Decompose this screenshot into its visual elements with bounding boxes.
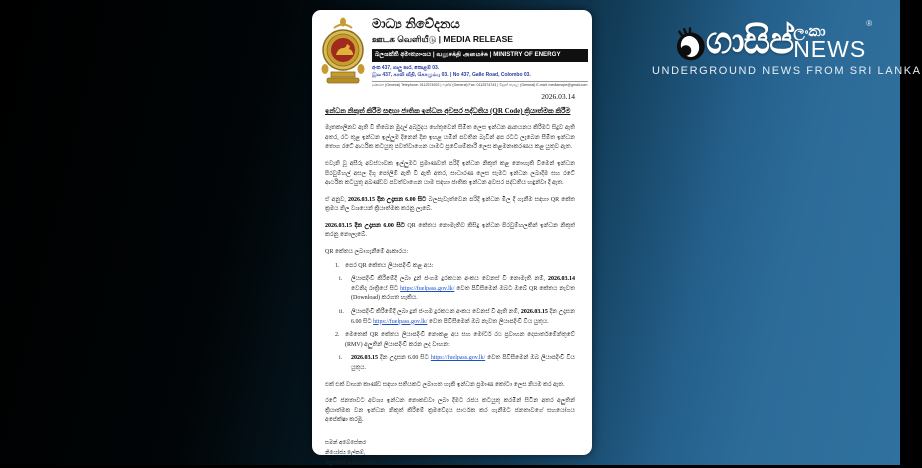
item1-ii-mid: දින උදෑසන 6.00 සිට: [351, 309, 575, 325]
brand-tagline: UNDERGROUND NEWS FROM SRI LANKA: [652, 65, 922, 77]
brand-name-sinhala: ගාසිප්: [705, 20, 794, 61]
paragraph-4-post: QR කේතය නොමැතිව කිසිදු ඉන්ධන පිරවුම්හලකින් ඉන්ධන නිකුත් කරනු නොලැබේ.: [325, 222, 575, 239]
paragraph-5: එක් එක් වාහන කාණ්ඩ සඳහා සතියකට ලබාගත හැකි ඉන්ධන ප්‍රමාණ කෝටා ලෙස නියම කර ඇත.: [325, 381, 565, 388]
signatory-organization: බලශක්ති අමාත්‍යාංශය.: [325, 459, 378, 466]
logo-row: [652, 19, 892, 62]
item1-ii-date: 2026.03.15: [520, 309, 548, 316]
contact-line: දුරකථන (General) Telephone: 0112574922 | ෆැක්ස් (General) Fax: 0112574743 | විද්‍යුත් තැපෑල (General) E-mail: mediamope@gmail.com: [372, 82, 588, 87]
list-item-1-ii-number: ii.: [339, 309, 344, 316]
item2-i-mid: දින උදෑසන 6.00 සිට: [378, 355, 431, 362]
fuelpass-link-2[interactable]: https://fuelpass.gov.lk/: [373, 318, 428, 325]
signature-block: [325, 439, 575, 468]
list-item-1-i-number: i.: [339, 276, 343, 283]
header-subtitle-media-release: ஊடக வெளியீடு | MEDIA RELEASE: [372, 33, 513, 44]
release-date: 2026.03.14: [541, 91, 575, 101]
paragraph-6: රටේ ජනතාවට අවශ්‍ය ඉන්ධන නොකඩවා ලබා දීමට රජය කටයුතු කරමින් සිටින අතර අලුතින් ක්‍රියාත්මක වන ඉන්ධන නිකුත් කිරීමේ ක්‍රමවේදය සාර්ථක කර ගැනීමට ජනතාවගේ සහයෝගය අපේක්ෂා කරමු.: [325, 398, 575, 424]
item2-i-date: 2026.03.15: [351, 355, 378, 362]
item1-i-date: 2026.03.14: [548, 276, 575, 283]
list-item-2: [335, 331, 575, 350]
signatory-role: නියෝජ්‍ය ලේකම්,: [325, 449, 366, 456]
list-item-1-i-text: [351, 275, 575, 304]
list-item-2-i: [339, 354, 575, 373]
sri-lanka-emblem-icon: [320, 17, 366, 85]
eye-icon: [672, 26, 708, 62]
paragraph-3: [325, 196, 575, 215]
address-line-sinhala: අංක 437, ගාලු පාර, කොළඹ 03.: [372, 64, 440, 71]
brand-stack: [793, 24, 866, 61]
list-item-1-i: [339, 275, 575, 304]
document-body: [312, 92, 592, 468]
list-item-1-header: පෙර QR කේතය ලියාපදිංචි කළ අය:: [345, 262, 434, 269]
list-item-2-i-number: i.: [339, 355, 343, 362]
fuelpass-link-1[interactable]: https://fuelpass.gov.lk/: [400, 285, 455, 292]
brand-name-lanka: ලංකා: [793, 23, 826, 40]
list-item-2-header: මෙතෙක් QR කේතය ලියාපදිංචි නොකළ අය සහ මෝටර් රථ ප්‍රවාහන දෙපාර්තමේන්තුවේ (RMV) අලුතින් ලියාපදිංචි කරන ලද වාහන:: [345, 332, 575, 348]
paragraph-3-bold-date: 2026.03.15 දින උදෑසන 6.00 සිට: [348, 196, 427, 203]
signatory-name: සමන් අබේසේකර: [325, 439, 366, 446]
press-release-document: [312, 10, 592, 466]
brand-name-news: NEWS: [793, 36, 867, 62]
paragraph-3-post: බලපැවැත්වෙන පරිදි ඉන්ධන මිල දී ගැනීම සඳහා QR කේත ක්‍රමය නිල වශයෙන් ක්‍රියාත්මක කරනු ලැබේ.: [325, 196, 576, 213]
list-item-1: [335, 262, 575, 272]
item1-i-post: වෙත පිවිසීමෙන් ඔබට ඔබේ QR කේතය නැවත (Download) කරගත හැකිය.: [351, 285, 575, 302]
how-to-header: QR කේතය ලබාගැනීමේ ආකාරය:: [325, 249, 409, 256]
fuelpass-link-3[interactable]: https://fuelpass.gov.lk/: [430, 355, 486, 362]
item2-i-post: වෙත පිවිසීමෙන් ඔබ ලියාපදිංචි විය යුතුය.: [351, 355, 575, 371]
ministry-bar: බලශක්ති අමාත්‍යාංශය | வலுசக்தி அமைச்சு | MINISTRY OF ENERGY: [372, 49, 588, 62]
paragraph-4-bold-date: 2026.03.15 දින උදෑසන 6.00 සිට: [325, 222, 405, 229]
gossip-lanka-logo: [652, 19, 922, 77]
document-title: ඉන්ධන නිකුත් කිරීම සඳහා ජාතික ඉන්ධන අවසර පද්ධතිය (QR Code) ක්‍රියාත්මක කිරීම: [325, 106, 571, 115]
paragraph-1: මෑතකාලීනව ඇති වී තිබෙන මුදල් අර්බුදය හේතුවෙන් සීමිත ලෙස ඉන්ධන ආනයනය කිරීමට සිදුව ඇති අතර, රට තුළ ඉන්ධන ඉල්ලුම දිනෙන් දින ඉහළ යමින් පවතින බැවින් අප රටට ලැබෙන සීමිත ඉන්ධන තොග රටේ ආර්ථික කටයුතු පවත්වාගෙන යාමට ප්‍රවේශම්කාරී ලෙස කළමනාකරණය කළ යුතුව ඇත.: [325, 125, 575, 151]
item1-ii-pre: ලියාපදිංචි කිරීමේදී ලබා දුන් ජංගම දුරකථන අංකය වෙනස් වී ඇති නම්,: [351, 309, 521, 316]
address-line-tamil-english: இல 437, காலி வீதி, கொழும்பு 03. | No 437, Galle Road, Colombo 03.: [372, 72, 531, 79]
paragraph-4: [325, 222, 575, 241]
item1-i-pre: ලියාපදිංචි කිරීමේදී ලබා දුන් ජංගම දුරකථන අංකය වෙනස් වී නොමැති නම්,: [351, 276, 548, 283]
list-item-1-ii: [339, 308, 575, 327]
header-title-sinhala: මාධ්‍ය නිවේදනය: [372, 16, 460, 31]
list-item-1-ii-text: [351, 308, 575, 327]
item1-i-mid: වෙනිදා රාත්‍රියේ සිට: [351, 285, 401, 292]
registered-trademark-symbol: ®: [866, 19, 873, 28]
item1-ii-post: වෙත පිවිසීමෙන් ඔබ නැවත ලියාපදිංචි විය යුතුය.: [427, 318, 549, 325]
list-item-2-i-text: [351, 354, 575, 373]
list-item-2-number: 2.: [335, 332, 340, 339]
paragraph-2: එවැනි වූ අසීරු අවස්ථාවක ඉල්ලුමට ප්‍රමාණවත් පරිදි ඉන්ධන නිකුත් කළ නොහැකි වීමෙන් ඉන්ධන පිරවුම්හල් අසල දිගු පෝලිම් ඇති වී ඇති අතර, සාධාරණ ලෙස සැමට ඉන්ධන ලබාදීම සහ රටේ ආර්ථික කටයුතු අඛණ්ඩව පවත්වාගෙන යාම සඳහා ජාතික ඉන්ධන අවසර පද්ධතිය හඳුන්වා දී ඇත.: [325, 160, 575, 187]
paragraph-3-pre: ඒ අනුව,: [325, 196, 348, 203]
list-item-1-number: 1.: [335, 262, 340, 269]
header-text-block: [372, 17, 588, 87]
document-header: [312, 10, 592, 87]
